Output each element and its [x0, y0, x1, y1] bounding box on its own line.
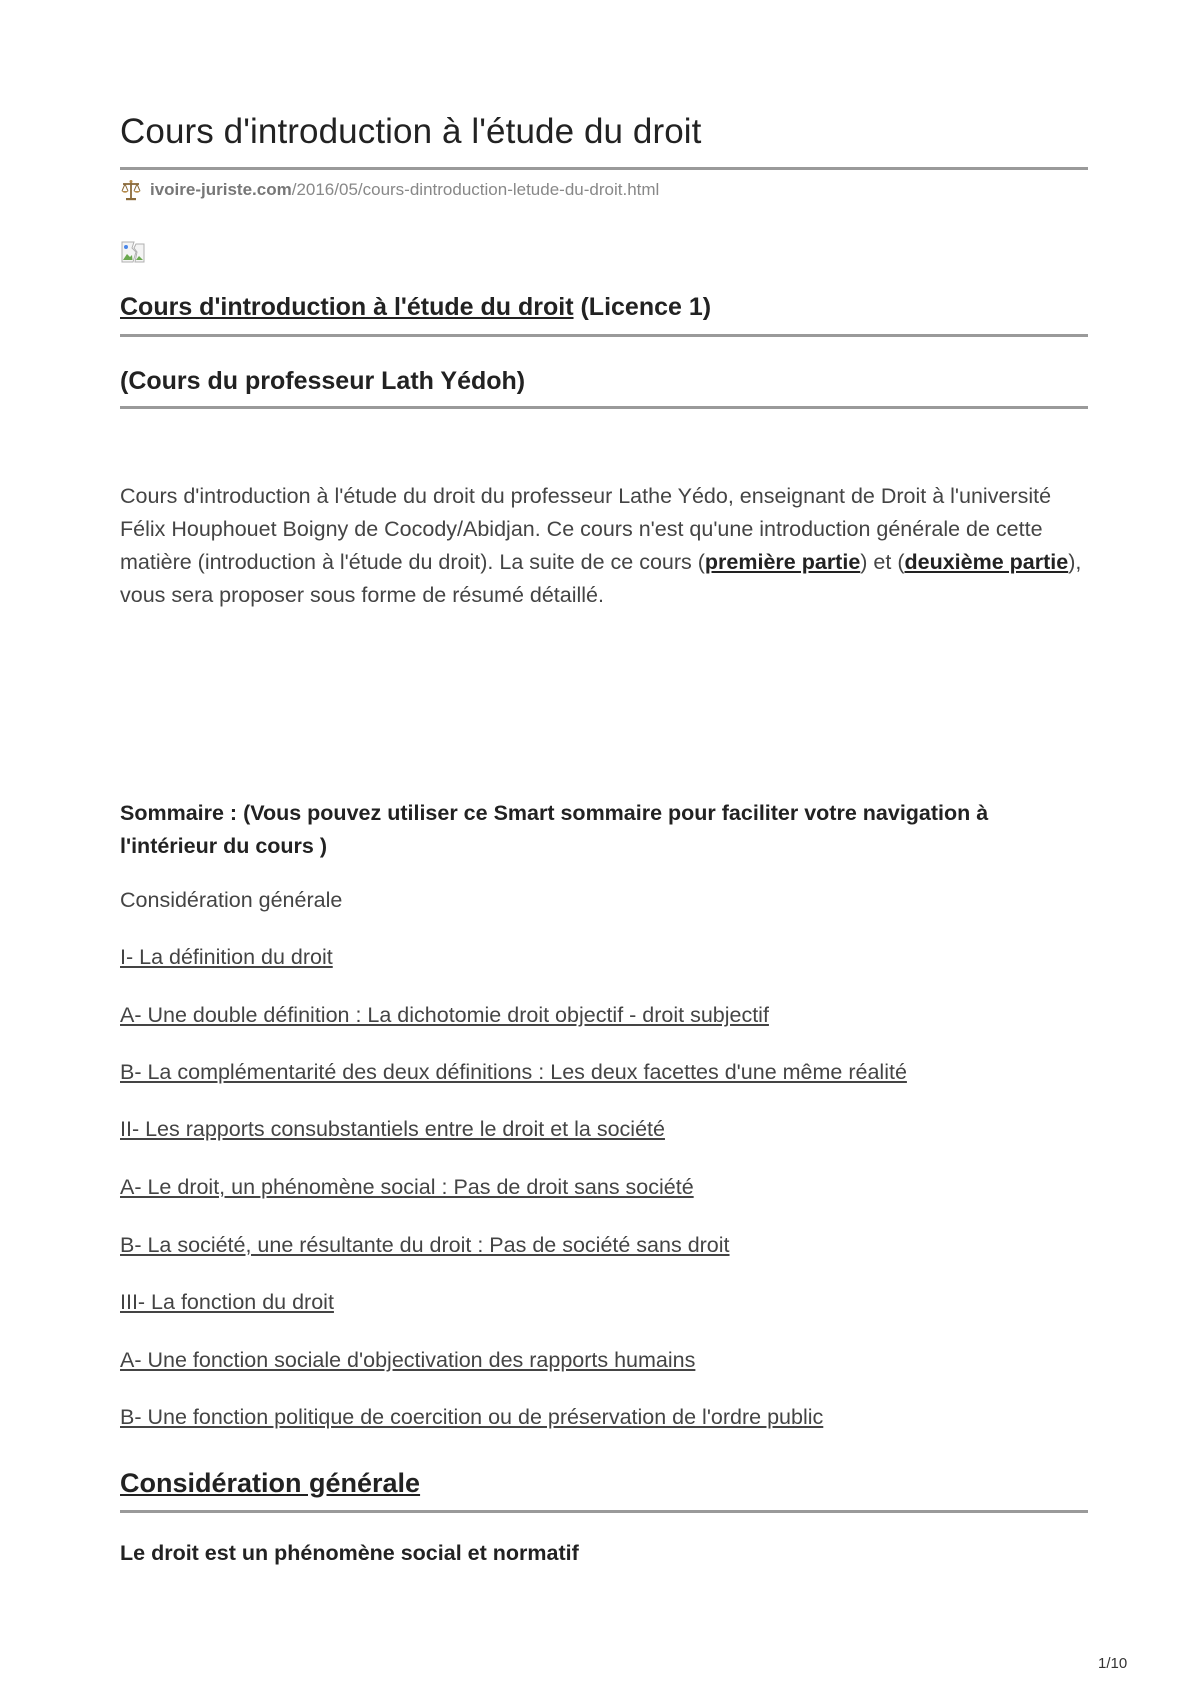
- course-heading-link[interactable]: Cours d'introduction à l'étude du droit: [120, 293, 574, 321]
- course-heading: [120, 293, 711, 322]
- title-divider: [120, 167, 1088, 170]
- toc-item[interactable]: B- Une fonction politique de coercition ou de préservation de l'ordre public: [120, 1405, 824, 1429]
- first-part-link[interactable]: première partie: [704, 550, 861, 574]
- toc-item[interactable]: A- Une double définition : La dichotomie droit objectif - droit subjectif: [120, 1003, 769, 1027]
- toc-item[interactable]: A- Une fonction sociale d'objectivation des rapports humains: [120, 1348, 696, 1372]
- course-heading-divider: [120, 334, 1088, 337]
- broken-image-icon: [120, 240, 146, 264]
- toc-item[interactable]: II- Les rapports consubstantiels entre le droit et la société: [120, 1117, 665, 1141]
- intro-text-before: Cours d'introduction à l'étude du droit du professeur Lathe Yédo, enseignant de Droit à l'université Félix Houphouet Boigny de Cocody/Abidjan. Ce cours n'est qu'une introduction générale de cette matière (introduction à l'étude du droit). La suite de ce cours (: [120, 484, 1052, 574]
- section-title: Considération générale: [120, 1468, 421, 1498]
- professor-heading-divider: [120, 406, 1088, 409]
- second-part-link[interactable]: deuxième partie: [904, 550, 1069, 574]
- professor-heading: (Cours du professeur Lath Yédoh): [120, 367, 526, 395]
- toc-item[interactable]: III- La fonction du droit: [120, 1290, 334, 1314]
- toc-item: Considération générale: [120, 888, 343, 912]
- toc-item[interactable]: B- La complémentarité des deux définitions : Les deux facettes d'une même réalité: [120, 1060, 907, 1084]
- intro-text-after: ), vous sera proposer sous forme de résumé détaillé.: [120, 550, 1082, 607]
- source-line[interactable]: [120, 178, 659, 202]
- toc-item[interactable]: B- La société, une résultante du droit : Pas de société sans droit: [120, 1233, 730, 1257]
- scale-of-justice-icon: [120, 179, 142, 201]
- document-title: Cours d'introduction à l'étude du droit: [120, 112, 702, 151]
- intro-paragraph: [120, 480, 1088, 612]
- page-number: 1/10: [1098, 1655, 1128, 1672]
- section-subheading: Le droit est un phénomène social et normatif: [120, 1541, 579, 1565]
- toc-item[interactable]: I- La définition du droit: [120, 945, 333, 969]
- toc-item[interactable]: A- Le droit, un phénomène social : Pas de droit sans société: [120, 1175, 694, 1199]
- source-domain: ivoire-juriste.com: [150, 180, 292, 199]
- intro-text-between: ) et (: [860, 550, 905, 574]
- source-path: /2016/05/cours-dintroduction-letude-du-droit.html: [291, 180, 660, 199]
- summary-heading: Sommaire : (Vous pouvez utiliser ce Smart sommaire pour faciliter votre navigation à l'intérieur du cours ): [120, 801, 989, 858]
- course-heading-suffix: (Licence 1): [573, 293, 712, 321]
- section-divider: [120, 1510, 1088, 1513]
